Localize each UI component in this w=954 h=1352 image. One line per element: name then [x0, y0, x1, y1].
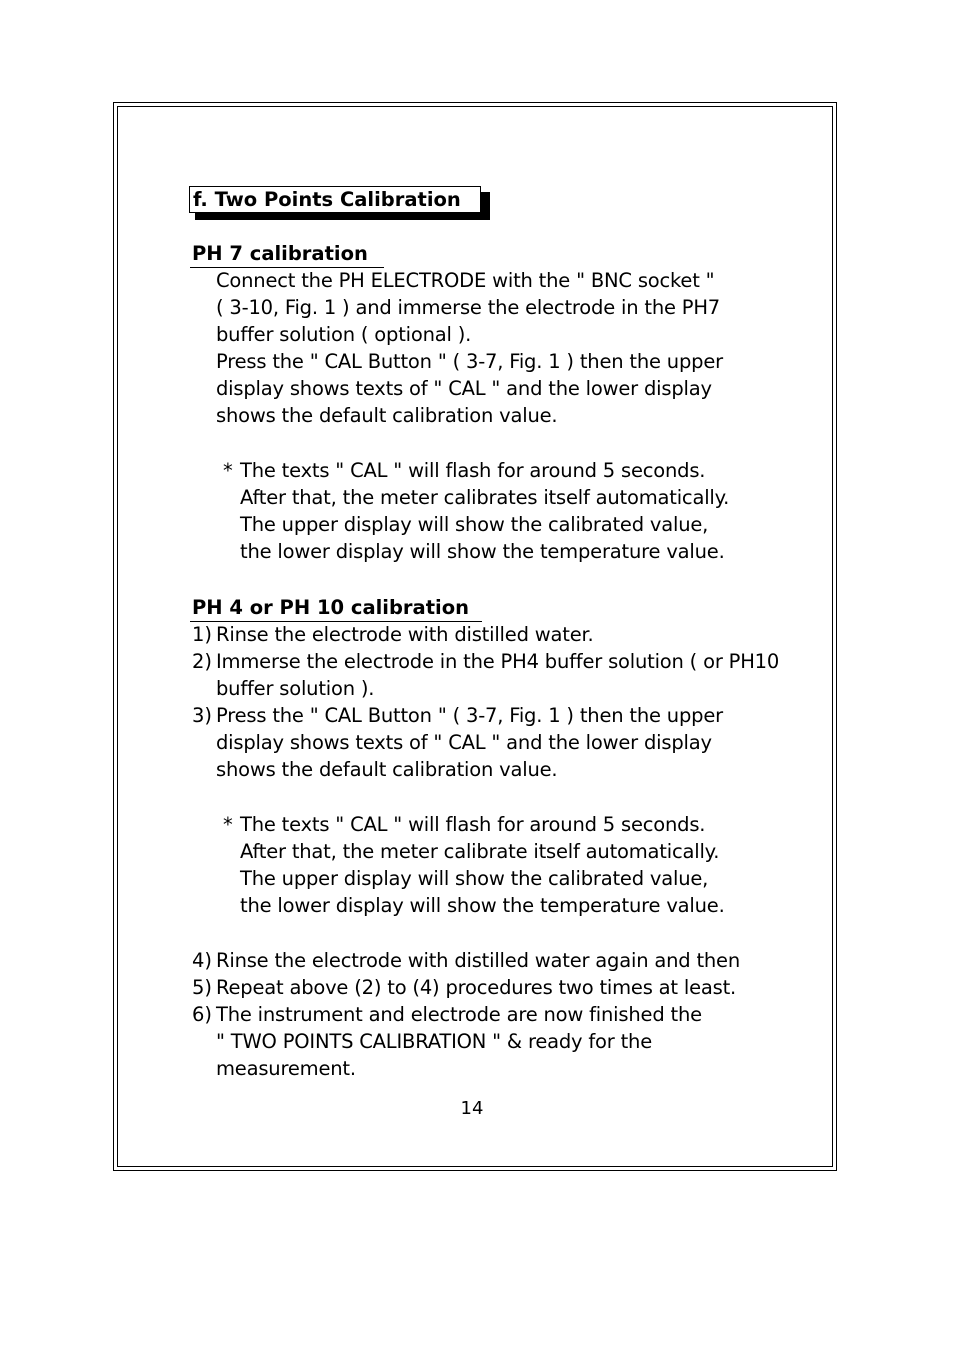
- ph7-line: Connect the PH ELECTRODE with the " BNC socket ": [216, 269, 715, 292]
- step-line: display shows texts of " CAL " and the lower display: [216, 731, 712, 754]
- step-line: " TWO POINTS CALIBRATION " & ready for the: [216, 1030, 653, 1053]
- ph7-note-marker: *: [223, 459, 233, 482]
- step-number: 5): [192, 976, 213, 999]
- ph4-note-line: the lower display will show the temperature value.: [240, 894, 725, 917]
- step-number: 6): [192, 1003, 213, 1026]
- ph7-line: ( 3-10, Fig. 1 ) and immerse the electrode in the PH7: [216, 296, 720, 319]
- step-line: measurement.: [216, 1057, 356, 1080]
- page-number: 14: [460, 1098, 484, 1119]
- ph7-note-line: After that, the meter calibrates itself automatically.: [240, 486, 730, 509]
- step-line: shows the default calibration value.: [216, 758, 558, 781]
- ph7-heading: PH 7 calibration: [192, 242, 368, 265]
- ph4-note-marker: *: [223, 813, 233, 836]
- ph7-line: display shows texts of " CAL " and the lower display: [216, 377, 712, 400]
- ph7-note-line: The upper display will show the calibrated value,: [240, 513, 709, 536]
- ph4-heading: PH 4 or PH 10 calibration: [192, 596, 469, 619]
- ph4-note-line: After that, the meter calibrate itself automatically.: [240, 840, 720, 863]
- ph7-note-line: the lower display will show the temperature value.: [240, 540, 725, 563]
- step-line: Repeat above (2) to (4) procedures two times at least.: [216, 976, 737, 999]
- step-line: Press the " CAL Button " ( 3-7, Fig. 1 ) then the upper: [216, 704, 723, 727]
- step-number: 3): [192, 704, 213, 727]
- step-number: 1): [192, 623, 213, 646]
- section-title: f. Two Points Calibration: [189, 186, 481, 213]
- step-line: Rinse the electrode with distilled water again and then: [216, 949, 741, 972]
- step-line: The instrument and electrode are now finished the: [216, 1003, 702, 1026]
- ph7-note-line: The texts " CAL " will flash for around 5 seconds.: [240, 459, 706, 482]
- step-line: buffer solution ).: [216, 677, 375, 700]
- ph7-line: Press the " CAL Button " ( 3-7, Fig. 1 ) then the upper: [216, 350, 723, 373]
- ph7-line: shows the default calibration value.: [216, 404, 558, 427]
- step-line: Immerse the electrode in the PH4 buffer solution ( or PH10: [216, 650, 780, 673]
- ph4-note-line: The upper display will show the calibrated value,: [240, 867, 709, 890]
- step-line: Rinse the electrode with distilled water.: [216, 623, 594, 646]
- step-number: 4): [192, 949, 213, 972]
- step-number: 2): [192, 650, 213, 673]
- ph7-line: buffer solution ( optional ).: [216, 323, 472, 346]
- ph4-note-line: The texts " CAL " will flash for around 5 seconds.: [240, 813, 706, 836]
